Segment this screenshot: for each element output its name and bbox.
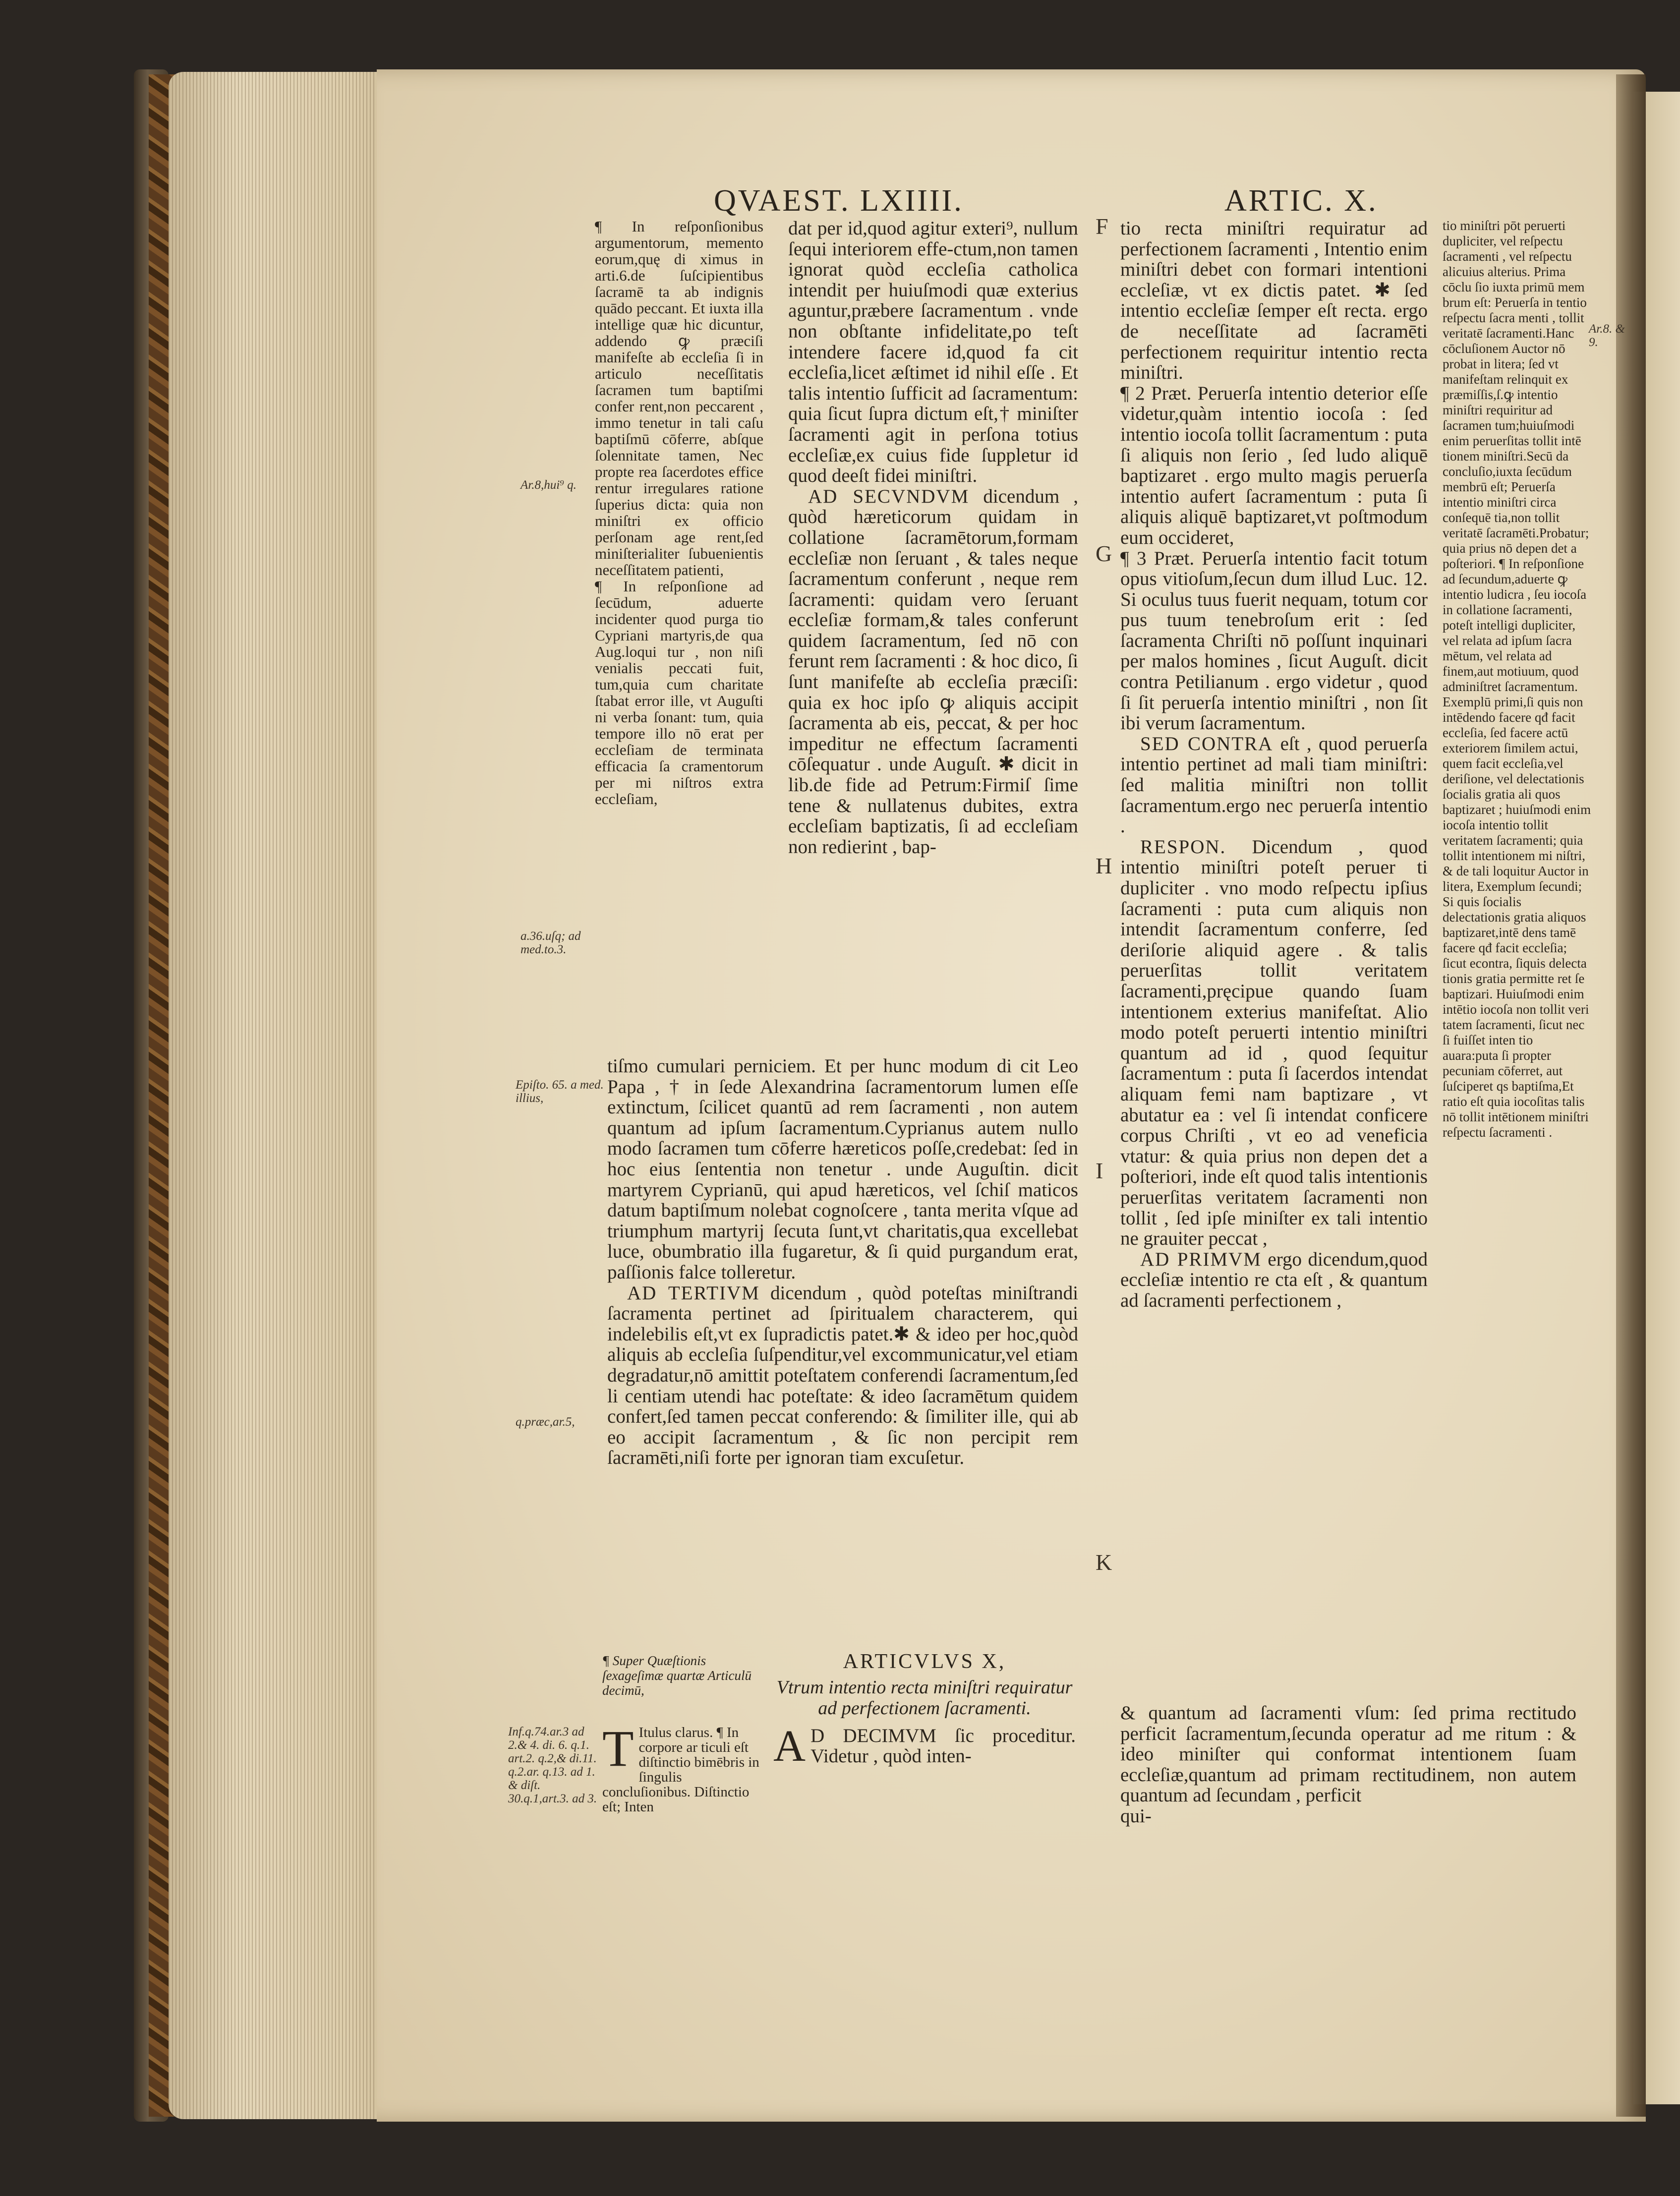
objection-1: tio recta miniſtri requiratur ad perfectionem ſacramenti , Intentio enim miniſtri debet con formari intentioni eccleſiæ, vt ex dictis patet. ✱ ſed intentio eccleſiæ ſemper eſt recta. ergo de neceſſitate ad ſacramēti perfectionem requiritur intentio recta miniſtri. [1120, 218, 1428, 384]
section-letter-k: K [1096, 1550, 1112, 1575]
margin-note: a.36.uſq; ad med.to.3. [521, 929, 581, 956]
margin-note: q.præc,ar.5, [516, 1415, 575, 1429]
right-commentary: tio miniſtri pōt peruerti dupliciter, vel reſpectu ſacramenti , vel reſpectu alicuius alterius. Prima cōclu ſio iuxta primū mem brum eſt: Peruerſa in tentio reſpectu ſacra menti , tollit veritatē ſacramenti.Hanc cōcluſionem Auctor nō probat in litera; ſed vt manifeſtam relinquit ex præmiſſis,ſ.ꝙ intentio miniſtri requiritur ad ſacramen tum;huiuſmodi enim peruerſitas tollit intē tionem miniſtri.Secū da concluſio,iuxta ſecūdum membrū eſt; Peruerſa intentio miniſtri circa conſequē tia,non tollit veritatē ſacramēti.Probatur; quia prius nō depen det a poſteriori. ¶ In reſponſione ad ſecundum,aduerte ꝙ intentio ludicra , ſeu iocoſa in collatione ſacramenti, poteſt intelligi dupliciter, vel relata ad ipſum ſacra mētum, vel relata ad finem,aut motiuum, quod adminiſtret ſacramentum. Exemplū primi,ſi quis non intēdendo facere qđ facit eccleſia, ſed facere actū exteriorem ſimilem actui, quem facit eccleſia,vel deriſione, vel delectationis ſocialis gratia ali quos baptizaret ; huiuſmodi enim iocoſa intentio tollit veritatem ſacramenti; quia tollit intentionem mi niſtri, & de tali loquitur Auctor in litera, Exemplum ſecundi; Si quis ſocialis delectationis gratia aliquos baptizaret,intē dens tamē facere qđ facit eccleſia; ſicut econtra, ſiquis delecta tionis gratia permitte ret ſe baptizari. Huiuſmodi enim intētio iocoſa non tollit veri tatem ſacramenti, ſicut nec ſi fuiſſet inten tio auara:puta ſi propter pecuniam cōferret, aut ſuſciperet qs baptiſma,Et ratio eſt quia iocoſitas talis nō tollit intētionem miniſtri reſpectu ſacramenti . [1443, 218, 1591, 1140]
running-head-left: QVAEST. LXIIII. [714, 184, 964, 218]
respon-text: Dicendum , quod intentio miniſtri poteſt peruer ti dupliciter . vno modo reſpectu ipſius ſacramenti : puta cum aliquis non intendit ſacramentum conferre, ſed deriſorie aliquid agere . & talis peruerſitas tollit veritatem ſacramenti,pręcipue quando ſuam intentionem exterius manifeſtat. Alio modo poteſt peruerti intentio miniſtri quantum ad id , quod ſequitur ſacramentum : puta ſi ſacerdos intendat aliquam femi nam baptizare , vt abutatur ea : vel ſi intendat conficere corpus Chriſti , vt eo ad veneficia vtatur: & quia prius non depen det a poſteriori, inde eſt quod talis intentionis peruerſitas veritatem ſacramenti non tollit , ſed ipſe miniſter ex tali intentio ne grauiter peccat , [1120, 836, 1428, 1250]
section-letter-h: H [1096, 853, 1112, 878]
ad-primum-label: AD PRIMVM [1140, 1248, 1262, 1270]
ad-secundum-paragraph [788, 486, 1078, 858]
article-question: Vtrum intentio recta miniſtri requiratur ad perfectionem ſacramenti. [776, 1677, 1073, 1719]
article-label: ARTICVLVS X, [843, 1650, 1006, 1673]
ad-secundum-label: AD SECVNDVM [808, 485, 970, 507]
section-letter-i: I [1096, 1158, 1103, 1183]
commentary-paragraph: ¶ In reſponſione ad ſecūdum, aduerte incidenter quod purga tio Cypriani martyris,de qua Aug.loqui tur , non niſi venialis peccati fuit, tum,quia cum charitate ſtabat error ille, vt Auguſti ni verba ſonant: tum, quia tempore illo nō erat per eccleſiam de terminata efficacia ſa cramentorum per mi niſtros extra eccleſiam, [595, 578, 763, 808]
super-note: ¶ Super Quæſtionis ſexageſimæ quartæ Articulū decimū, [602, 1653, 752, 1698]
ad-tertium-paragraph [607, 1283, 1078, 1468]
main-text-upper [788, 218, 1078, 857]
main-paragraph: tiſmo cumulari perniciem. Et per hunc modum di cit Leo Papa , † in ſede Alexandrina ſacramentorum lumen eſſe extinctum, ſcilicet quantū ad rem ſacramenti , non autem quantum ad ipſum ſacramentum.Cyprianus autem nullo modo ſacramen tum cōferre hæreticos poſſe,credebat: ſed in hoc eius ſententia non tenetur . unde Auguſtin. dicit martyrem Cyprianū, qui apud hæreticos, vel ſchiſ maticos datum baptiſmum nolebat cognoſcere , tanta merita vſque ad triumphum martyrij ſecuta ſunt,vt charitatis,qua excellebat luce, obumbratio illa fugaretur, & ſi quid purgandum erat, paſſionis falce tolleretur. [607, 1055, 1078, 1283]
ad-primum-paragraph [1120, 1249, 1428, 1311]
ad-secundum-text: dicendum , quòd hæreticorum quidam in collatione ſacramētorum,formam eccleſiæ non ſeruant , & tales neque ſacramentum conferunt , neque rem ſacramenti: quidam vero ſeruant eccleſiæ formam,& tales conferunt quidem ſacramentum, ſed nō con ferunt rem ſacramenti : & hoc dico, ſi ſunt manifeſte ab eccleſia præciſi: quia ex hoc ipſo ꝙ aliquis accipit ſacramenta ab eis, peccat, & per hoc impeditur ne effectum ſacramenti cōſequatur . unde Auguſt. ✱ dicit in lib.de fide ad Petrum:Firmiſ ſime tene & nullatenus dubites, extra eccleſiam baptizatis, ſi ad eccleſiam non redierint , bap- [788, 485, 1078, 858]
ad-primum-continuation: & quantum ad ſacramenti vſum: ſed prima rectitudo perficit ſacramentum,ſecunda operatur ad me ritum : & ideo miniſter qui conformat intentionem ſuam eccleſiæ,quantum ad primam rectitudinem, non autem quantum ad ſecundam , perficit [1120, 1702, 1576, 1806]
ad-tertium-label: AD TERTIVM [627, 1282, 760, 1304]
main-text-lower [607, 1056, 1078, 1468]
left-commentary [595, 218, 763, 807]
page-edges [169, 72, 397, 2119]
objection-3: ¶ 3 Præt. Peruerſa intentio facit totum opus vitioſum,ſecun dum illud Luc. 12. Si oculus tuus fuerit nequam, totum cor pus tuum tenebroſum erit : ſed ſacramenta Chriſti nō poſſunt inquinari per malos homines , ſicut Auguſt. dicit contra Petilianum . ergo videtur , quod ſi ſit peruerſa intentio miniſtri , non ſit ibi verum ſacramentum. [1120, 547, 1428, 734]
margin-note: Ar.8,hui⁹ q. [521, 478, 577, 492]
respon-label: RESPON. [1140, 836, 1226, 858]
ad-tertium-text: dicendum , quòd poteſtas miniſtrandi ſacramenta pertinet ad ſpiritualem characterem, qui indelebilis eſt,vt ex ſupradictis patet.✱ & ideo per hoc,quòd aliquis ab eccleſia ſuſpenditur,vel excommunicatur,vel etiam degradatur,nō amittit poteſtatem conferendi ſacramentum,ſed li centiam utendi hac poteſtate: & ideo ſacramētum quidem confert,ſed tamen peccat conferendo: & ſimiliter ille, qui ab eo accipit ſacramentum , & ſic non percipit rem ſacramēti,niſi forte per ignoran tiam excuſetur. [607, 1282, 1079, 1469]
drop-cap-t: T [602, 1720, 634, 1777]
section-letter-f: F [1096, 214, 1108, 239]
catchword: qui- [1120, 1805, 1152, 1827]
sed-contra-label: SED CONTRA [1140, 733, 1274, 754]
titulus-note [602, 1720, 766, 1815]
sed-contra-paragraph [1120, 734, 1428, 837]
section-letter-g: G [1096, 541, 1112, 566]
running-head-right: ARTIC. X. [1224, 184, 1378, 218]
drop-cap-a: A [773, 1722, 806, 1771]
right-main-full [1120, 1703, 1576, 1827]
titulus-text: Itulus clarus. ¶ In corpore ar ticuli eſt diſtinctio bimēbris in ſingulis concluſionibus. Diſtinctio eſt; Inten [602, 1725, 759, 1815]
margin-note: Inf.q.74.ar.3 ad 2.& 4. di. 6. q.1. art.2. q.2,& di.11. q.2.ar. q.13. ad 1. & diſt. 30.q.1,art.3. ad 3. [508, 1725, 597, 1805]
objection-2: ¶ 2 Præt. Peruerſa intentio deterior eſſe videtur,quàm intentio iocoſa : ſed intentio iocoſa tollit ſacramentum : puta ſi aliquis non ſerio , ſed ludo aliquē baptizaret . ergo multo magis peruerſa intentio aufert ſacramentum : puta ſi aliquis aliquē baptizaret,vt poſtmodum eum occideret, [1120, 382, 1428, 548]
page-gutter [1616, 74, 1646, 2117]
respon-paragraph [1120, 837, 1428, 1249]
ad-decimum-paragraph [773, 1722, 1076, 1771]
margin-note: Ar.8. & 9. [1589, 322, 1625, 349]
article-heading [773, 1648, 1076, 1771]
sed-contra-text: eſt , quod peruerſa intentio pertinet ad mali tiam miniſtri: ſed malitia miniſtri non tollit ſacramentum.ergo nec peruerſa intentio . [1120, 733, 1428, 837]
margin-note: Epiſto. 65. a med. illius, [516, 1078, 604, 1105]
main-paragraph: dat per id,quod agitur exteri⁹, nullum ſequi interiorem effe-ctum,non tamen ignorat quòd eccleſia catholica intendit per huiuſmodi quæ exterius aguntur,præbere ſacramentum . vnde non obſtante infidelitate,po teſt intendere facere id,quod fa cit eccleſia,licet æſtimet id nihil eſſe . Et talis intentio ſufficit ad ſacramentum: quia ſicut ſupra dictum eſt,† miniſter ſacramenti agit in perſona totius eccleſiæ,ex cuius fide ſuppletur id quod deeſt fidei miniſtri. [788, 218, 1078, 487]
ad-decimum-text: D DECIMVM ſic proceditur. Videtur , quòd inten- [811, 1725, 1076, 1767]
ad-primum-text: ergo dicendum,quod eccleſiæ intentio re cta eſt , & quantum ad ſacramenti perfectionem , [1120, 1248, 1428, 1311]
right-main-column [1120, 218, 1428, 1311]
commentary-paragraph: ¶ In reſponſionibus argumentorum, memento eorum,quę di ximus in arti.6.de ſuſcipientibus ſacramē ta ab indignis quādo peccant. Et iuxta illa intellige quæ hic dicuntur, addendo ꝙ præciſi manifeſte ab eccleſia ſi in articulo neceſſitatis ſacramen tum baptiſmi confer rent,non peccarent , immo tenetur in tali caſu baptiſmū cōferre, abſque ſolennitate tamen, Nec propte rea ſacerdotes effice rentur irregulares ratione ſuperius dicta: quia non miniſtri ex officio perſonam age rent,ſed miniſterialiter ſubuenientis neceſſitatem patienti, [595, 218, 763, 578]
